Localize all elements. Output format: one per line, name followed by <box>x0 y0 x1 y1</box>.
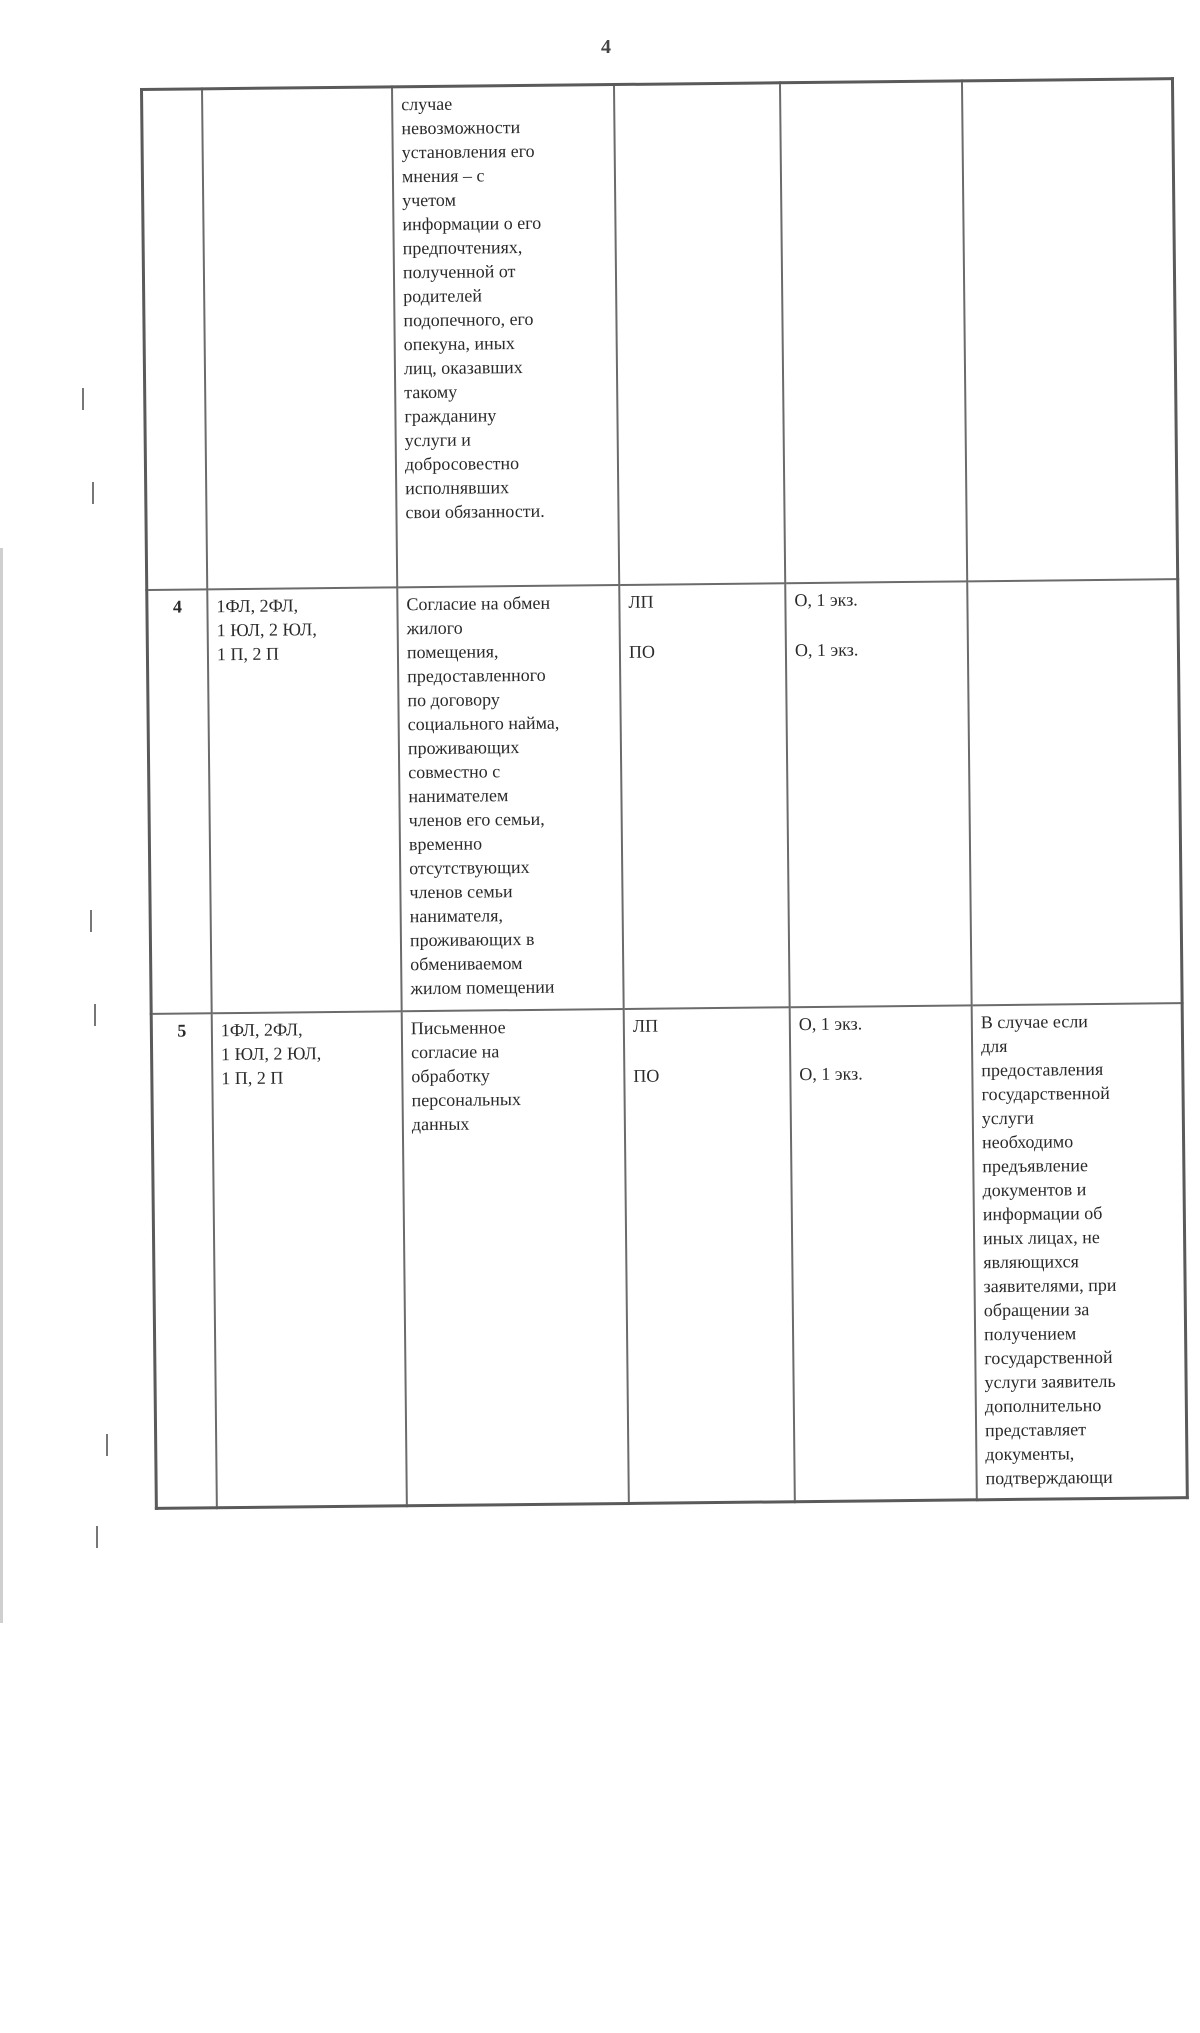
scan-page-edge <box>0 548 3 1623</box>
applicant-categories-cell: 1ФЛ, 2ФЛ, 1 ЮЛ, 2 ЮЛ, 1 П, 2 П <box>212 1011 407 1507</box>
copies-cell: О, 1 экз. О, 1 экз. <box>785 581 971 1007</box>
scan-mark <box>82 388 84 410</box>
row-number-cell: 5 <box>151 1013 217 1508</box>
copies-cell: О, 1 экз. О, 1 экз. <box>790 1005 977 1501</box>
document-name-cell: Письменное согласие на обработку персональных данных <box>402 1009 629 1506</box>
applicant-categories-cell: 1ФЛ, 2ФЛ, 1 ЮЛ, 2 ЮЛ, 1 П, 2 П <box>207 587 401 1013</box>
document-name-cell: случае невозможности установления его мнения – с учетом информации о его предпочтениях, полученной от родителей подопечного, его опекуна, иных лиц, оказавших такому гражданину услуги и добросовестно исполнявших свои обязанности. <box>392 85 619 588</box>
page-number: 4 <box>601 36 611 58</box>
document-name-cell: Согласие на обмен жилого помещения, предоставленного по договору социального найма, проживающих совместно с нанимателем членов его семьи, временно отсутствующих членов семьи нанимателя, проживающих в обмениваемом жилом помещении <box>397 585 623 1011</box>
scan-mark <box>106 1434 108 1456</box>
copies-cell <box>780 81 967 583</box>
submission-form-cell: ЛП ПО <box>619 583 789 1009</box>
submission-form-cell: ЛП ПО <box>624 1007 795 1503</box>
scan-mark <box>90 910 92 932</box>
applicant-categories-cell <box>202 87 397 589</box>
submission-form-cell <box>614 83 785 585</box>
note-cell <box>967 579 1182 1005</box>
table-row <box>151 1003 1187 1508</box>
documents-table <box>140 77 1189 1510</box>
row-number-cell <box>142 89 208 590</box>
scan-mark <box>94 1004 96 1026</box>
note-cell <box>962 79 1178 582</box>
table-row <box>147 579 1182 1014</box>
note-cell: В случае если для предоставления государственной услуги необходимо предъявление документов и информации об иных лицах, не являющихся заявителями, при обращении за получением государственной услуги заявитель дополнительно представляет документы, подтверждающи <box>972 1003 1188 1500</box>
row-number-cell: 4 <box>147 589 212 1014</box>
table-row <box>142 79 1178 590</box>
scan-mark <box>96 1526 98 1548</box>
scan-mark <box>92 482 94 504</box>
